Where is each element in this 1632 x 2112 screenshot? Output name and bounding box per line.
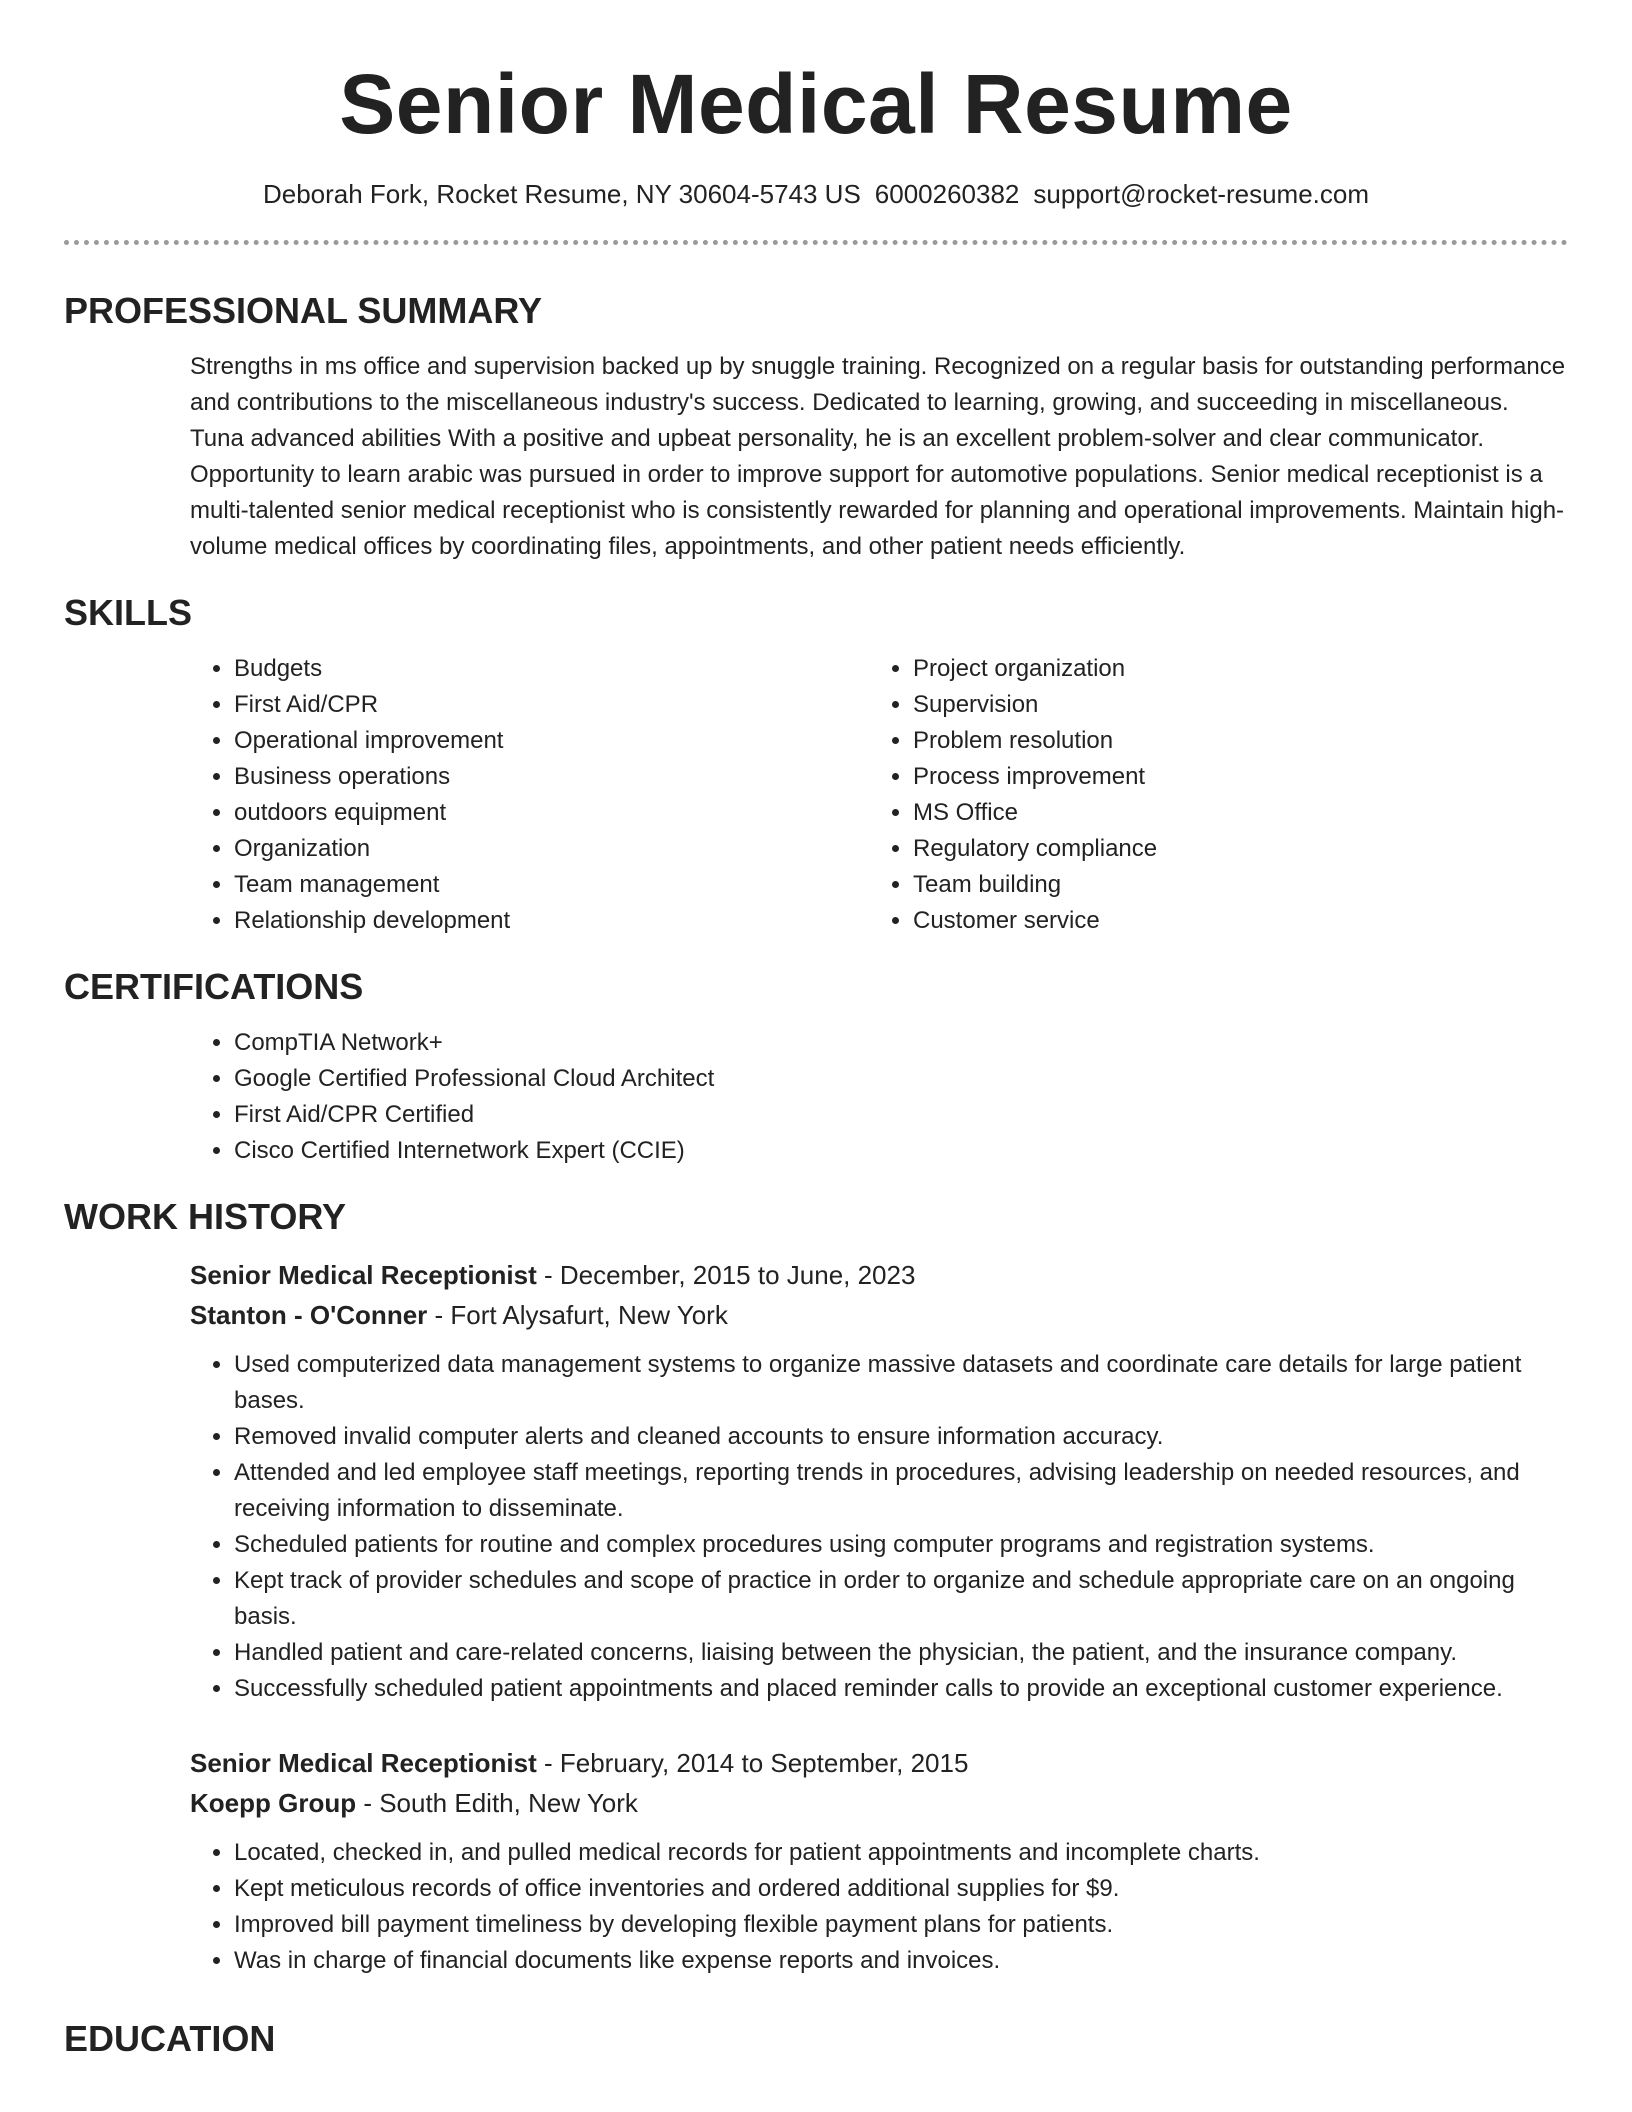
skill-item: • Supervision <box>913 687 1548 723</box>
job-company: Stanton - O'Conner <box>190 1300 428 1330</box>
work-history-body <box>190 1255 1568 1979</box>
certification-item: • Google Certified Professional Cloud Architect <box>234 1061 1568 1097</box>
skill-item: • Team management <box>234 867 869 903</box>
job-location: - Fort Alysafurt, New York <box>427 1300 728 1330</box>
skill-item: • outdoors equipment <box>234 795 869 831</box>
skill-item: • Problem resolution <box>913 723 1548 759</box>
job-duty: • Improved bill payment timeliness by developing flexible payment plans for patients. <box>234 1907 1568 1943</box>
certification-item: • CompTIA Network+ <box>234 1025 1568 1061</box>
education-section <box>64 2015 1568 2063</box>
skill-item: • Regulatory compliance <box>913 831 1548 867</box>
job-duties-list <box>190 1347 1568 1707</box>
summary-section <box>64 287 1568 565</box>
skill-item: • First Aid/CPR <box>234 687 869 723</box>
skill-item: • Customer service <box>913 903 1548 939</box>
contact-email: support@rocket-resume.com <box>1033 179 1370 209</box>
summary-heading: PROFESSIONAL SUMMARY <box>64 290 543 331</box>
certifications-section <box>64 963 1568 1169</box>
skill-item: • MS Office <box>913 795 1548 831</box>
job-title-line <box>190 1743 1568 1783</box>
summary-text: Strengths in ms office and supervision backed up by snuggle training. Recognized on a regular basis for outstanding performance and contributions to the miscellaneous industry's success. Dedicated to learning, growing, and succeeding in miscellaneous. Tuna advanced abilities With a positive and upbeat personality, he is an excellent problem-solver and clear communicator. Opportunity to learn arabic was pursued in order to improve support for automotive populations. Senior medical receptionist is a multi-talented senior medical receptionist who is consistently rewarded for planning and operational improvements. Maintain high-volume medical offices by coordinating files, appointments, and other patient needs efficiently. <box>190 353 1566 560</box>
skills-heading: SKILLS <box>64 592 193 633</box>
job-dates: - February, 2014 to September, 2015 <box>536 1748 969 1778</box>
job-duties-list <box>190 1835 1568 1979</box>
job-company: Koepp Group <box>190 1788 357 1818</box>
job-duty: • Was in charge of financial documents like expense reports and invoices. <box>234 1943 1568 1979</box>
job-duty: • Attended and led employee staff meetings, reporting trends in procedures, advising leadership on needed resources, and receiving information to disseminate. <box>234 1455 1568 1527</box>
certifications-list <box>190 1025 1568 1169</box>
job-role: Senior Medical Receptionist <box>190 1748 537 1778</box>
skills-body <box>190 651 1568 939</box>
job-duty: • Scheduled patients for routine and complex procedures using computer programs and registration systems. <box>234 1527 1568 1563</box>
contact-address: Deborah Fork, Rocket Resume, NY 30604-5743 US <box>262 179 861 209</box>
skill-item: • Relationship development <box>234 903 869 939</box>
job-location: - South Edith, New York <box>356 1788 638 1818</box>
skill-item: • Process improvement <box>913 759 1548 795</box>
skills-list-left <box>190 651 869 939</box>
job-duty: • Removed invalid computer alerts and cleaned accounts to ensure information accuracy. <box>234 1419 1568 1455</box>
skill-item: • Project organization <box>913 651 1548 687</box>
contact-line <box>64 176 1568 212</box>
header-divider <box>64 240 1568 245</box>
job-duty: • Handled patient and care-related concerns, liaising between the physician, the patient, and the insurance company. <box>234 1635 1568 1671</box>
job-company-line <box>190 1783 1568 1823</box>
skills-list-right <box>869 651 1548 939</box>
skill-item: • Operational improvement <box>234 723 869 759</box>
job-duty: • Kept track of provider schedules and scope of practice in order to organize and schedule appropriate care on an ongoing basis. <box>234 1563 1568 1635</box>
job-duty: • Kept meticulous records of office inventories and ordered additional supplies for $9. <box>234 1871 1568 1907</box>
certifications-body <box>190 1025 1568 1169</box>
resume-header <box>64 0 1568 212</box>
job-duty: • Successfully scheduled patient appointments and placed reminder calls to provide an exceptional customer experience. <box>234 1671 1568 1707</box>
resume-title: Senior Medical Resume <box>339 57 1293 151</box>
certifications-heading: CERTIFICATIONS <box>64 966 364 1007</box>
work-history-heading: WORK HISTORY <box>64 1196 347 1237</box>
job-title-line <box>190 1255 1568 1295</box>
summary-body <box>190 349 1568 565</box>
job-company-line <box>190 1295 1568 1335</box>
certification-item: • First Aid/CPR Certified <box>234 1097 1568 1133</box>
skill-item: • Organization <box>234 831 869 867</box>
job-role: Senior Medical Receptionist <box>190 1260 537 1290</box>
skill-item: • Team building <box>913 867 1548 903</box>
job-duty: • Used computerized data management systems to organize massive datasets and coordinate care details for large patient bases. <box>234 1347 1568 1419</box>
job-duty: • Located, checked in, and pulled medical records for patient appointments and incomplete charts. <box>234 1835 1568 1871</box>
skill-item: • Budgets <box>234 651 869 687</box>
certification-item: • Cisco Certified Internetwork Expert (CCIE) <box>234 1133 1568 1169</box>
skills-section <box>64 589 1568 939</box>
skills-columns <box>190 651 1548 939</box>
job-entry <box>190 1743 1568 1979</box>
education-heading: EDUCATION <box>64 2018 276 2059</box>
contact-phone: 6000260382 <box>874 179 1020 209</box>
job-dates: - December, 2015 to June, 2023 <box>536 1260 916 1290</box>
job-entry <box>190 1255 1568 1707</box>
skill-item: • Business operations <box>234 759 869 795</box>
work-history-section <box>64 1193 1568 1979</box>
